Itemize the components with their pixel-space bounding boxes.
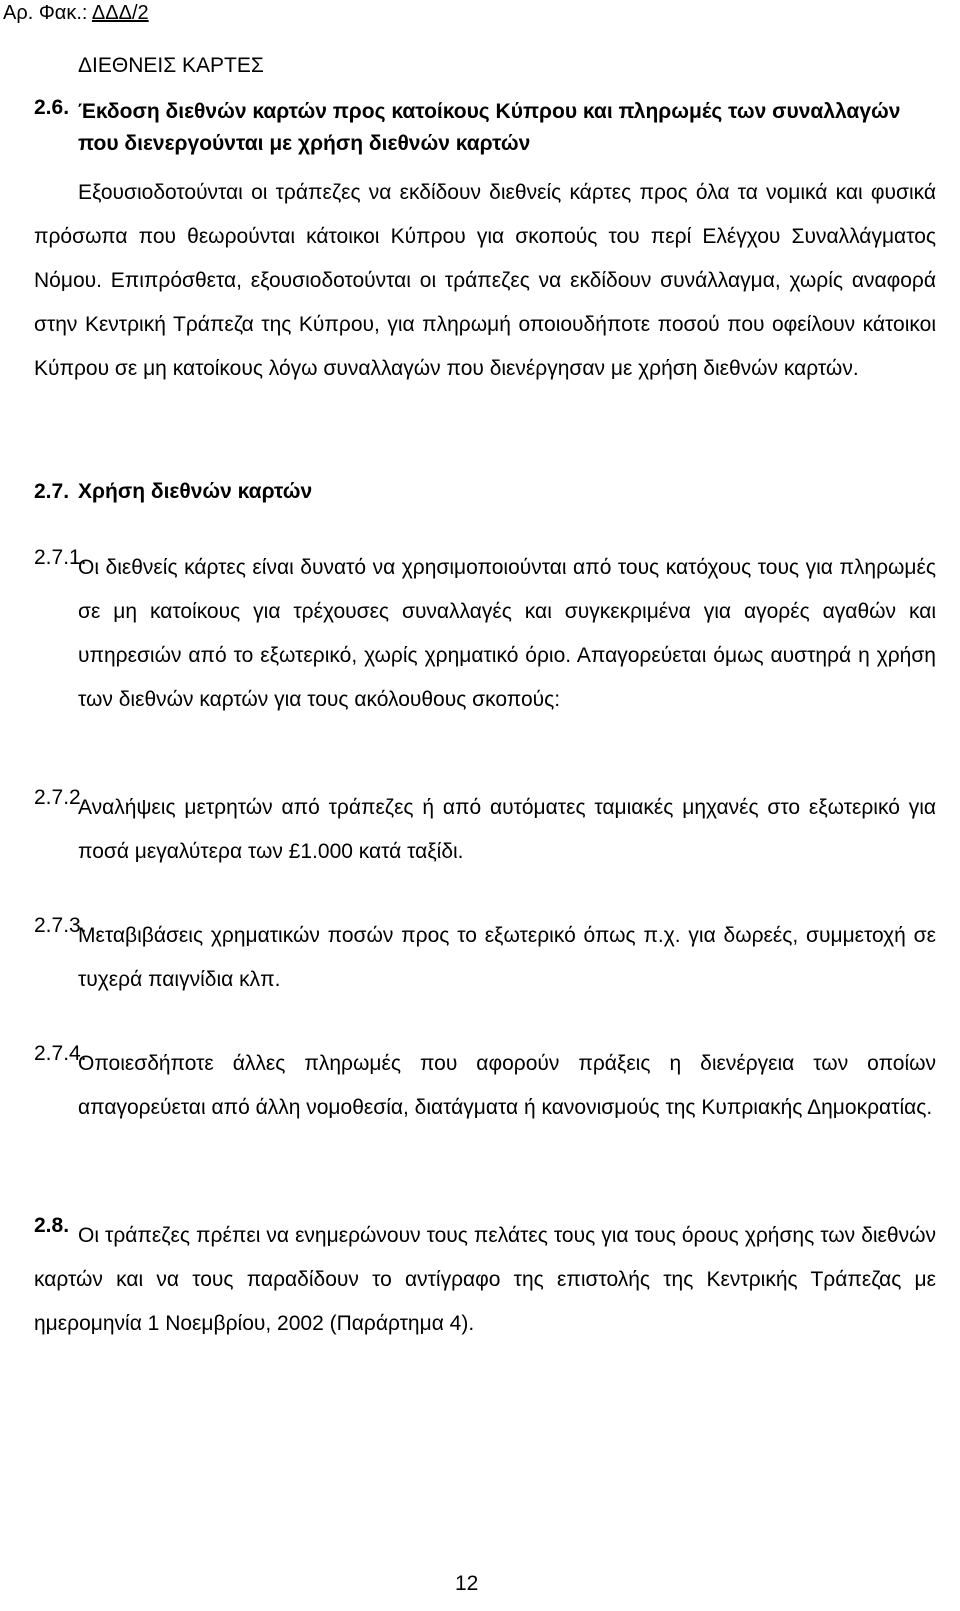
section-2-6-body: Εξουσιοδοτούνται οι τράπεζες να εκδίδουν διεθνείς κάρτες προς όλα τα νομικά και φυσικά πρόσωπα που θεωρούνται κάτοικοι Κύπρου για σκοπούς του περί Ελέγχου Συναλλάγματος Νόμου. Επιπρόσθετα, εξουσιοδοτούνται οι τράπεζες να εκδίδουν συνάλλαγμα, χωρίς αναφορά στην Κεντρική Τράπεζα της Κύπρου, για πληρωμή οποιουδήποτε ποσού που οφείλουν κάτοικοι Κύπρου σε μη κατοίκους λόγω συναλλαγών που διενέργησαν με χρήση διεθνών καρτών. — [34, 181, 936, 380]
item-2-7-2-number: 2.7.2. — [34, 786, 87, 809]
section-2-6-title: Έκδοση διεθνών καρτών προς κατοίκους Κύπρου και πληρωμές των συναλλαγών που διενεργούνται με χρήση διεθνών καρτών — [78, 100, 901, 155]
item-2-7-4-text: Οποιεσδήποτε άλλες πληρωμές που αφορούν πράξεις η διενέργεια των οποίων απαγορεύεται από άλλη νομοθεσία, διατάγματα ή κανονισμούς της Κυπριακής Δημοκρατίας. — [78, 1052, 936, 1119]
section-2-8-body: Οι τράπεζες πρέπει να ενημερώνουν τους πελάτες τους για τους όρους χρήσης των διεθνών καρτών και να τους παραδίδουν το αντίγραφο της επιστολής της Κεντρικής Τράπεζας με ημερομηνία 1 Νοεμβρίου, 2002 (Παράρτημα 4). — [34, 1224, 936, 1335]
section-2-6-number: 2.6. — [34, 96, 70, 119]
section-2-7-title: Χρήση διεθνών καρτών — [78, 480, 313, 503]
item-2-7-1-text: Οι διεθνείς κάρτες είναι δυνατό να χρησιμοποιούνται από τους κατόχους τους για πληρωμές σε μη κατοίκους για τρέχουσες συναλλαγές και συγκεκριμένα για αγορές αγαθών και υπηρεσιών από το εξωτερικό, χωρίς χρηματικό όριο. Απαγορεύεται όμως αυστηρά η χρήση των διεθνών καρτών για τους ακόλουθους σκοπούς: — [78, 556, 936, 711]
file-reference-code: ΔΔΔ/2 — [91, 2, 149, 24]
file-reference-label: Αρ. Φακ.: — [3, 2, 92, 24]
item-2-7-3-text: Μεταβιβάσεις χρηματικών ποσών προς το εξωτερικό όπως π.χ. για δωρεές, συμμετοχή σε τυχερά παιγνίδια κλπ. — [78, 924, 936, 991]
item-2-7-4-number: 2.7.4. — [34, 1042, 87, 1065]
page-number: 12 — [455, 1572, 479, 1595]
item-2-7-3-number: 2.7.3. — [34, 914, 87, 937]
section-2-7-number: 2.7. — [34, 480, 70, 503]
file-reference — [3, 2, 149, 25]
section-title: ΔΙΕΘΝΕΙΣ ΚΑΡΤΕΣ — [78, 54, 264, 77]
section-2-7-heading — [34, 480, 313, 504]
item-2-7-1-number: 2.7.1. — [34, 546, 87, 569]
section-2-8-number: 2.8. — [34, 1214, 70, 1237]
item-2-7-2-text: Αναλήψεις μετρητών από τράπεζες ή από αυτόματες ταμιακές μηχανές στο εξωτερικό για ποσά μεγαλύτερα των £1.000 κατά ταξίδι. — [78, 796, 936, 863]
